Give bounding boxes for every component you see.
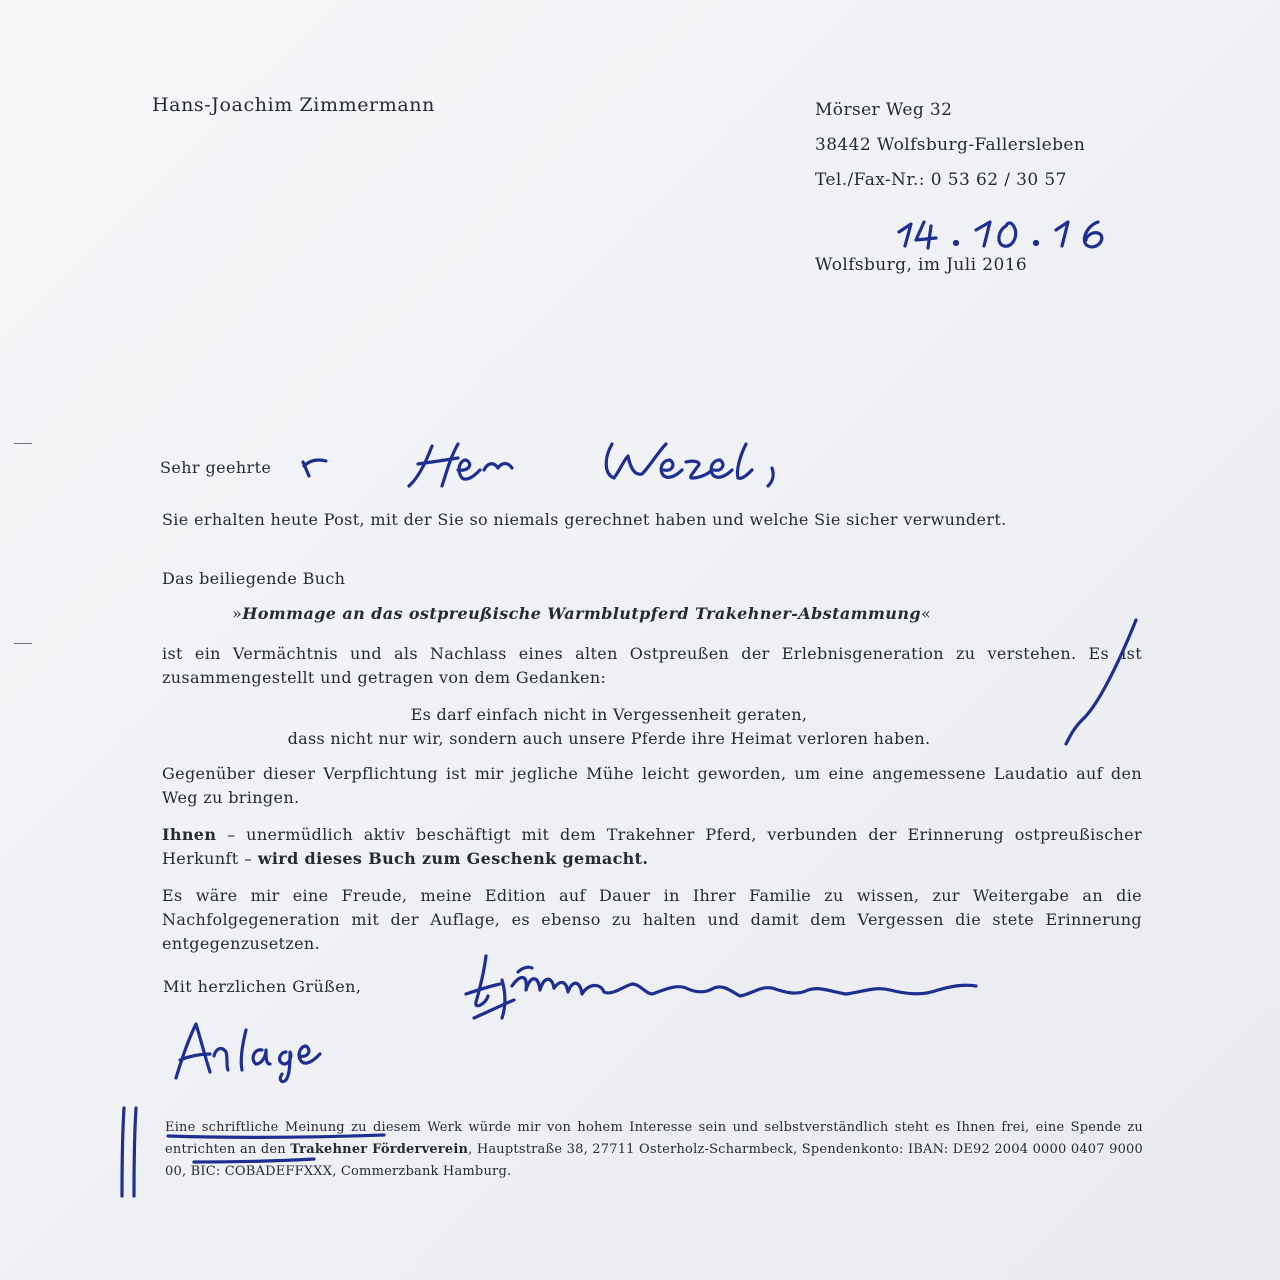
quote-line-2: dass nicht nur wir, sondern auch unsere Pferde ihre Heimat verloren haben. <box>287 729 931 748</box>
sender-phone: Tel./Fax-Nr.: 0 53 62 / 30 57 <box>815 170 1067 190</box>
footer-organization: Trakehner Förderverein <box>290 1142 469 1157</box>
underline-meinung <box>168 1135 384 1137</box>
sender-city: 38442 Wolfsburg-Fallersleben <box>815 135 1086 155</box>
bold-gift-statement: wird dieses Buch zum Geschenk gemacht. <box>257 849 649 868</box>
underline-spende <box>194 1159 314 1162</box>
paragraph-3: ist ein Vermächtnis und als Nachlass eines alten Ostpreußen der Erlebnisgeneration zu verstehen. Es ist zusammengestellt und getragen von dem Gedanken: <box>162 644 1142 687</box>
margin-mark-left-1 <box>122 1108 124 1196</box>
handwritten-r <box>303 460 326 476</box>
footer-text-1: Eine schriftliche Meinung zu diesem Werk würde mir von hohem Interesse sein und selbstverständlich steht es Ihnen frei, eine Spende zu entrichten an den <box>165 1120 1143 1157</box>
paragraph-4: Gegenüber dieser Verpflichtung ist mir jegliche Mühe leicht geworden, um eine angemessene Laudatio auf den Weg zu bringen. <box>162 764 1142 807</box>
handwritten-date <box>899 222 1102 248</box>
margin-mark-left-2 <box>134 1108 136 1196</box>
handwritten-signature <box>466 956 976 1018</box>
paragraph-6: Es wäre mir eine Freude, meine Edition auf Dauer in Ihrer Familie zu wissen, zur Weitergabe an die Nachfolgegeneration mit der Auflage, es ebenso zu halten und damit dem Vergessen die stete Erinnerung entgegenzusetzen. <box>162 886 1142 953</box>
title-open-quote: » <box>232 604 243 623</box>
margin-mark-right <box>1066 620 1136 744</box>
handwritten-salutation <box>409 444 773 486</box>
closing: Mit herzlichen Grüßen, <box>163 977 362 996</box>
paragraph-1: Sie erhalten heute Post, mit der Sie so niemals gerechnet haben und welche Sie sicher verwundert. <box>162 510 1007 529</box>
paragraph-2: Das beiliegende Buch <box>162 569 346 588</box>
bold-ihnen: Ihnen <box>162 825 217 844</box>
sender-name: Hans-Joachim Zimmermann <box>152 94 435 116</box>
title-close-quote: « <box>920 604 932 623</box>
place-date: Wolfsburg, im Juli 2016 <box>815 255 1028 275</box>
footer-text-2: , Hauptstraße 38, 27711 Osterholz-Scharmbeck, Spendenkonto: IBAN: DE92 2004 0000 0407 9000 00, BIC: COBADEFFXXX, Commerzbank Hamburg. <box>165 1142 1143 1179</box>
quote-line-1: Es darf einfach nicht in Vergessenheit geraten, <box>410 705 808 724</box>
salutation: Sehr geehrte <box>160 458 272 477</box>
sender-street: Mörser Weg 32 <box>815 100 953 120</box>
handwritten-annex <box>176 1024 320 1082</box>
title-text: Hommage an das ostpreußische Warmblutpferd Trakehner-Abstammung <box>242 604 921 623</box>
paragraph-5-middle: – unermüdlich aktiv beschäftigt mit dem Trakehner Pferd, verbunden der Erinnerung ostpreußischer Herkunft – <box>162 825 1142 868</box>
